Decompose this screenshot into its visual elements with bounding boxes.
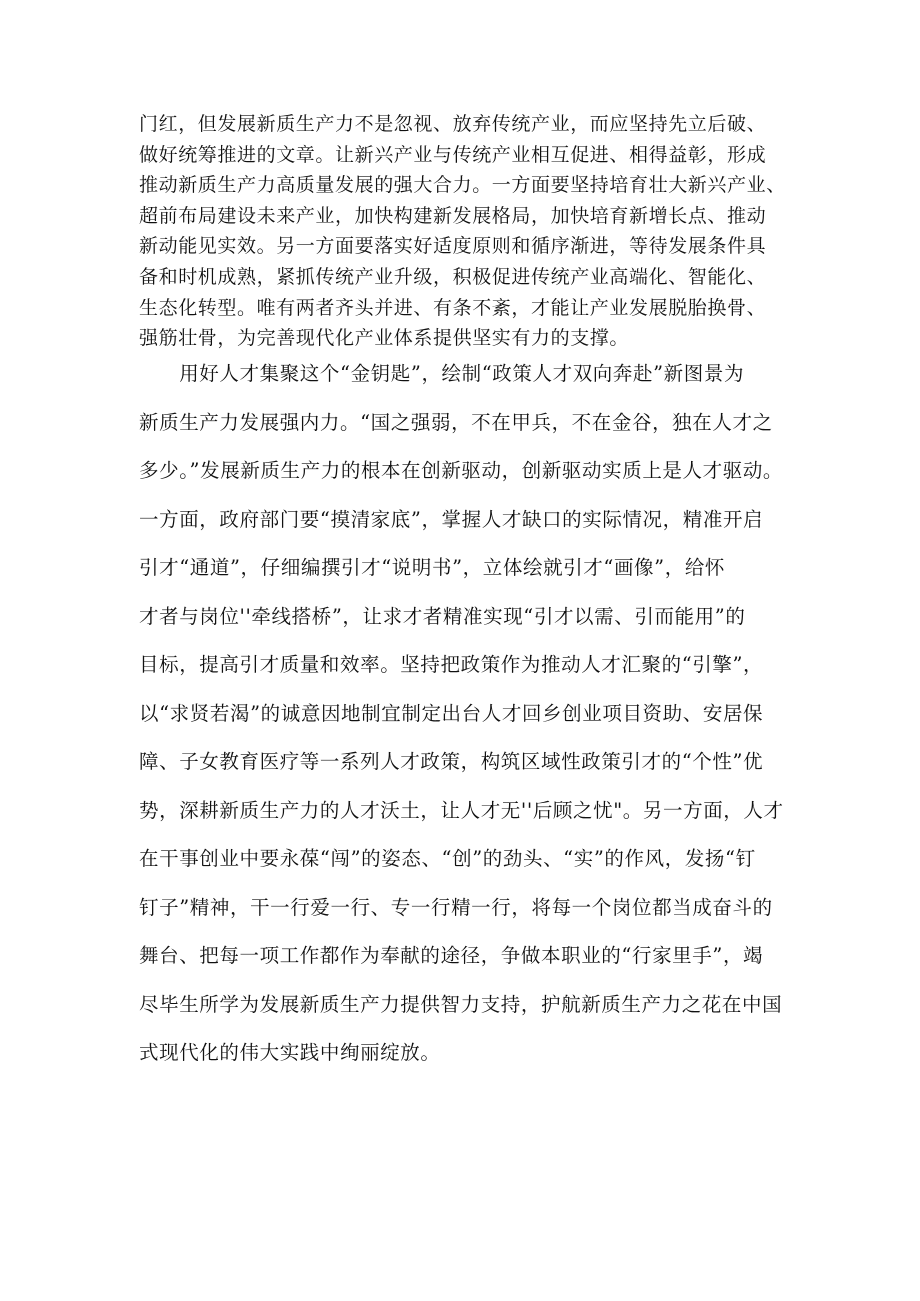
text-line: 推动新质生产力高质量发展的强大合力。一方面要坚持培育壮大新兴产业、 — [139, 174, 786, 197]
paragraph-talent — [139, 350, 799, 1078]
text-line: 尽毕生所学为发展新质生产力提供智力支持，护航新质生产力之花在中国 — [139, 992, 783, 1016]
text-line: 障、子女教育医疗等一系列人才政策，构筑区域性政策引才的“个性”优 — [139, 750, 764, 773]
text-line: 一方面，政府部门要“摸清家底”，掌握人才缺口的实际情况，精准开启 — [139, 507, 764, 531]
text-line: 强筋壮骨，为完善现代化产业体系提供坚实有力的支撑。 — [139, 327, 630, 350]
text-line: 做好统筹推进的文章。让新兴产业与传统产业相互促进、相得益彰，形成 — [139, 143, 767, 166]
text-line: 势，深耕新质生产力的人才沃土，让人才无''后顾之忧"。另一方面，人才 — [139, 798, 784, 822]
text-line: 新动能见实效。另一方面要落实好适度原则和循序渐进，等待发展条件具 — [139, 235, 767, 258]
text-line: 多少。”发展新质生产力的根本在创新驱动，创新驱动实质上是人才驱动。 — [139, 459, 784, 482]
text-line: 新质生产力发展强内力。“国之强弱，不在甲兵，不在金谷，独在人才之 — [139, 410, 773, 434]
text-line: 目标，提高引才质量和效率。坚持把政策作为推动人才汇聚的“引擎”， — [139, 653, 764, 676]
text-line: 引才“通道”，仔细编撰引才“说明书”，立体绘就引才“画像”，给怀 — [139, 556, 726, 579]
text-line: 备和时机成熟，紧抓传统产业升级，积极促进传统产业高端化、智能化、 — [139, 265, 767, 288]
text-line: 才者与岗位''牵线搭桥”，让求才者精准实现“引才以需、引而能用”的 — [139, 604, 746, 628]
text-line: 门红，但发展新质生产力不是忽视、放弃传统产业，而应坚持先立后破、 — [139, 113, 767, 135]
text-line: 在干事创业中要永葆“闯”的姿态、“创”的劲头、“实”的作风，发扬“钉 — [139, 847, 756, 870]
text-line: 用好人才集聚这个“金钥匙”，绘制“政策人才双向奔赴”新图景为 — [139, 362, 745, 385]
text-line: 钉子”精神，干一行爱一行、专一行精一行，将每一个岗位都当成奋斗的 — [139, 895, 773, 919]
text-line: 超前布局建设未来产业，加快构建新发展格局，加快培育新增长点、推动 — [139, 204, 767, 227]
text-line: 以“求贤若渴”的诚意因地制宜制定出台人才回乡创业项目资助、安居保 — [139, 701, 764, 725]
text-line: 式现代化的伟大实践中绚丽绽放。 — [139, 1041, 441, 1064]
text-line: 舞台、把每一项工作都作为奉献的途径，争做本职业的“行家里手”，竭 — [139, 944, 764, 967]
text-line: 生态化转型。唯有两者齐头并进、有条不紊，才能让产业发展脱胎换骨、 — [139, 296, 767, 319]
paragraph-industry — [139, 109, 799, 354]
